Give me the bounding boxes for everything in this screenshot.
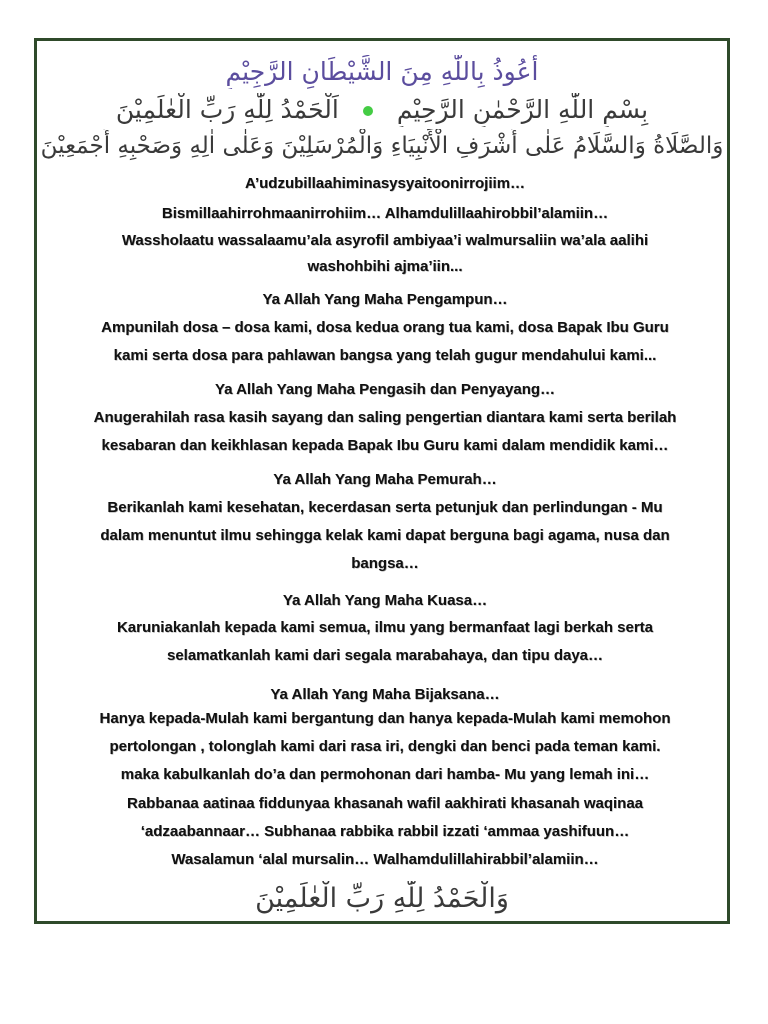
line-bijaksana-1: Hanya kepada-Mulah kami bergantung dan hanya kepada-Mulah kami memohon <box>99 710 671 727</box>
line-doa-penutup-1: Rabbanaa aatinaa fiddunyaa khasanah wafil aakhirati khasanah waqinaa <box>126 795 644 812</box>
line-pengasih-2: kesabaran dan keikhlasan kepada Bapak Ibu Guru kami dalam mendidik kami… <box>101 437 669 454</box>
line-shalawat-2: washohbihi ajma’iin... <box>307 258 463 275</box>
prayer-page-frame <box>34 38 730 924</box>
heading-bijaksana: Ya Allah Yang Maha Bijaksana… <box>270 686 500 703</box>
line-pemurah-1: Berikanlah kami kesehatan, kecerdasan serta petunjuk dan perlindungan - Mu <box>107 499 663 516</box>
line-kuasa-2: selamatkanlah kami dari segala marabahaya, dan tipu daya… <box>166 647 604 664</box>
line-shalawat-1: Wassholaatu wassalaamu’ala asyrofil ambiyaa’i walmursaliin wa’ala aalihi <box>121 232 649 249</box>
line-kuasa-1: Karuniakanlah kepada kami semua, ilmu yang bermanfaat lagi berkah serta <box>116 619 654 636</box>
heading-pengampun: Ya Allah Yang Maha Pengampun… <box>262 291 508 308</box>
line-basmalah: Bismillaahirrohmaanirrohiim… Alhamdulillaahirobbil’alamiin… <box>161 205 609 222</box>
green-dot-separator <box>363 106 373 116</box>
line-pemurah-3: bangsa… <box>351 555 419 572</box>
line-doa-penutup-3: Wasalamun ‘alal mursalin… Walhamdulillahirabbil’alamiin… <box>171 851 599 868</box>
line-pengasih-1: Anugerahilah rasa kasih sayang dan saling pengertian diantara kami serta berilah <box>93 409 677 426</box>
line-bijaksana-3: maka kabulkanlah do’a dan permohonan dari hamba- Mu yang lemah ini… <box>120 766 650 783</box>
line-pengampun-1: Ampunilah dosa – dosa kami, dosa kedua orang tua kami, dosa Bapak Ibu Guru <box>101 319 669 336</box>
heading-pemurah: Ya Allah Yang Maha Pemurah… <box>273 471 497 488</box>
taawudz-calligraphy: أَعُوذُ بِاللّٰهِ مِنَ الشَّيْطَانِ الرَّجِيْمِ <box>225 57 539 86</box>
line-bijaksana-2: pertolongan , tolonglah kami dari rasa iri, dengki dan benci pada teman kami. <box>109 738 661 755</box>
line-pengampun-2: kami serta dosa para pahlawan bangsa yang telah gugur mendahului kami... <box>113 347 657 364</box>
basmalah-calligraphy: بِسْمِ اللّٰهِ الرَّحْمٰنِ الرَّحِيْمِ <box>396 95 649 124</box>
closing-hamdalah-calligraphy: وَالْحَمْدُ لِلّٰهِ رَبِّ الْعٰلَمِيْنَ <box>255 883 509 914</box>
heading-kuasa: Ya Allah Yang Maha Kuasa… <box>282 592 488 609</box>
basmalah-hamdalah-calligraphy <box>37 93 727 127</box>
line-taawudz: A’udzubillaahiminasysyaitoonirrojiim… <box>244 175 526 192</box>
heading-pengasih: Ya Allah Yang Maha Pengasih dan Penyayang… <box>214 381 556 398</box>
line-pemurah-2: dalam menuntut ilmu sehingga kelak kami dapat berguna bagi agama, nusa dan <box>100 527 670 544</box>
hamdalah-calligraphy: اَلْحَمْدُ لِلّٰهِ رَبِّ الْعٰلَمِيْنَ <box>115 95 339 124</box>
line-doa-penutup-2: ‘adzaabannaar… Subhanaa rabbika rabbil izzati ‘ammaa yashifuun… <box>140 823 630 840</box>
shalawat-calligraphy: وَالصَّلَاةُ وَالسَّلَامُ عَلٰى أَشْرَفِ الْأَنْبِيَاءِ وَالْمُرْسَلِيْنَ وَعَلٰى اٰلِهِ وَصَحْبِهِ أَجْمَعِيْنَ <box>40 133 724 159</box>
